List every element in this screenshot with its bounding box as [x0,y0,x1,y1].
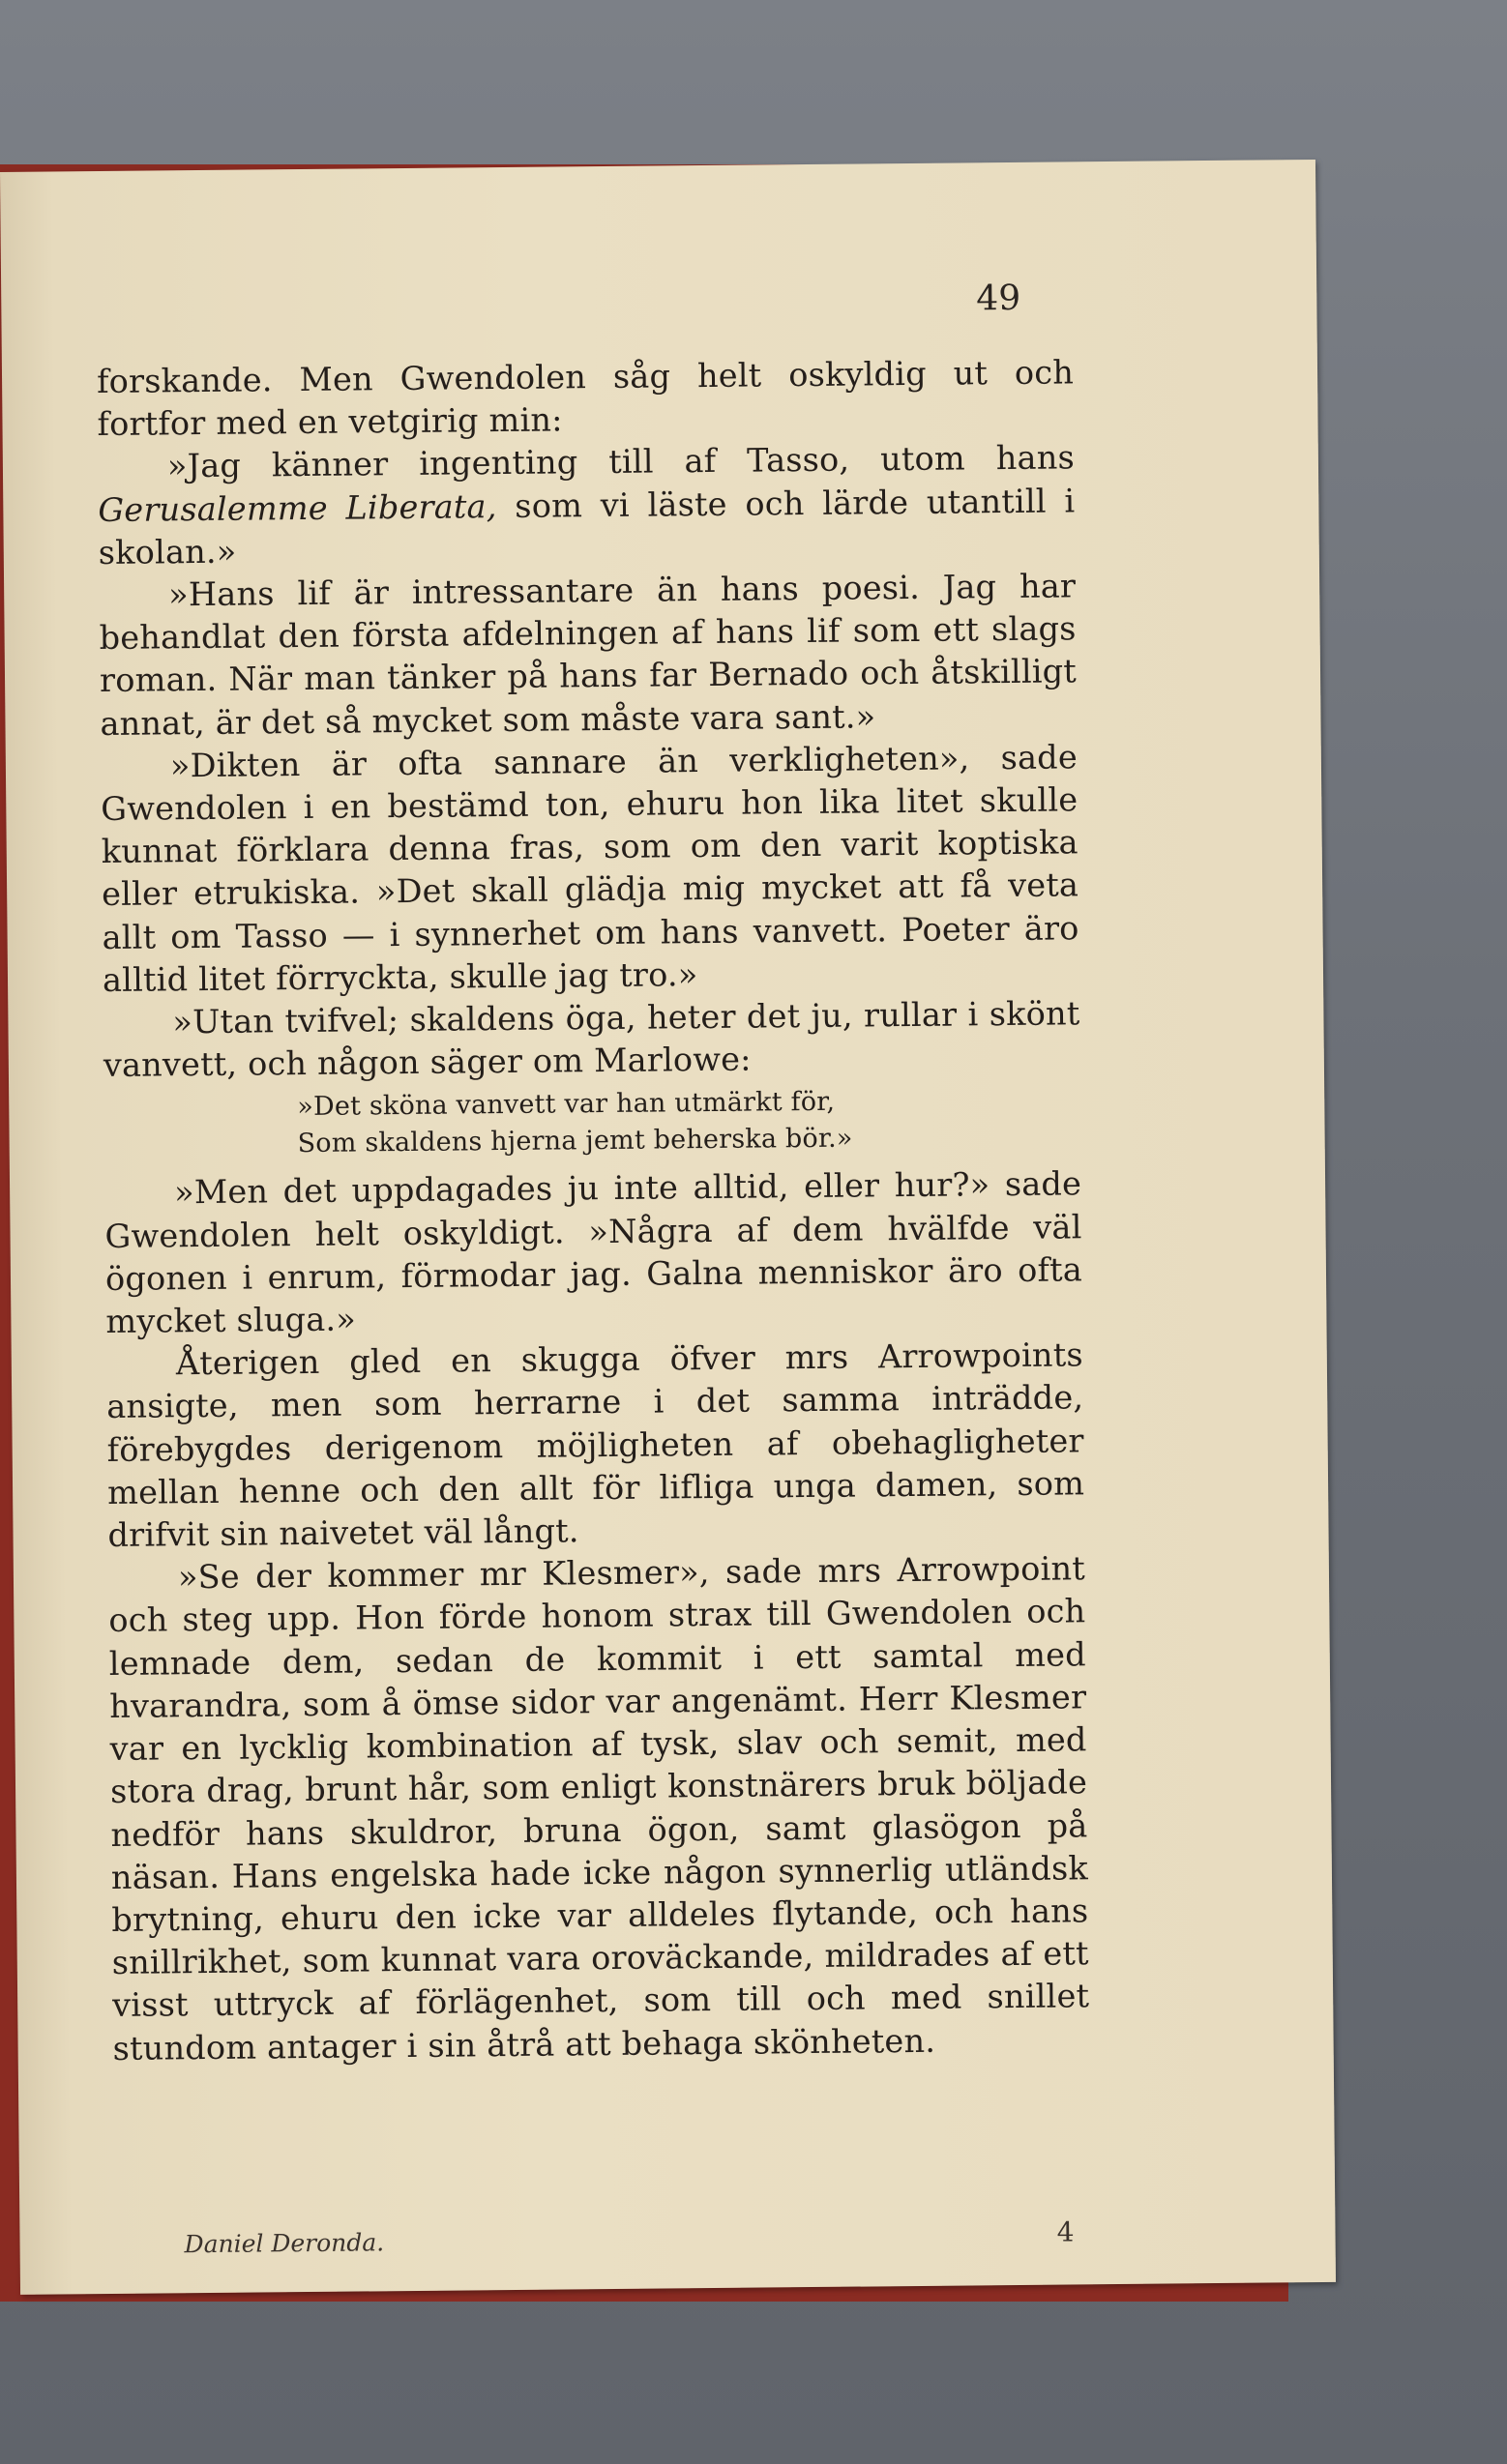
paragraph [101,736,1079,1002]
paragraph [108,1548,1090,2070]
page-number: 49 [976,278,1021,319]
paragraph-text: forskande. Men Gwendolen såg helt oskyldig ut och fortfor med en vetgirig min: [96,353,1075,444]
paragraph-text: »Men det uppdagades ju inte alltid, eller hur?» sade Gwendolen helt oskyldigt. »Några af dem hvälfde väl ögonen i enrum, förmodar jag. Galna menniskor äro ofta mycket sluga.» [104,1164,1083,1341]
paragraph [98,437,1076,574]
paragraph [97,351,1075,446]
paragraph [104,1163,1083,1343]
body-text [97,351,1090,2069]
paragraphs-before-poem [97,351,1080,1087]
book-page [0,160,1336,2295]
verse-line: »Det sköna vanvett var han utmärkt för, [297,1087,836,1123]
verse-quote [297,1082,1081,1163]
footer-book-title: Daniel Deronda. [184,2228,385,2259]
paragraph-text: »Utan tvifvel; skaldens öga, heter det ju, rullar i skönt vanvett, och någon säger om Marlowe: [103,994,1080,1085]
paragraph-text: Återigen gled en skugga öfver mrs Arrowpoints ansigte, men som herrarne i det samma inträdde, förebygdes derigenom möjligheten af obehagligheter mellan henne och den allt för lifliga unga damen, som drifvit sin naivetet väl långt. [106,1335,1085,1555]
paragraphs-after-poem [104,1163,1090,2070]
paragraph [106,1335,1085,1558]
paragraph-text: »Se der kommer mr Klesmer», sade mrs Arrowpoint och steg upp. Hon förde honom strax till Gwendolen och lemnade dem, sedan de kommit i ett samtal med hvarandra, som å ömse sidor var angenämt. Herr Klesmer var en lycklig kombination af tysk, slav och semit, med stora drag, brunt hår, som enligt konstnärers bruk böljade nedför hans skuldror, bruna ögon, samt glasögon på näsan. Hans engelska hade icke någon synnerlig utländsk brytning, ehuru den icke var alldeles flytande, och hans snillrikhet, som kunnat vara oroväckande, mildrades af ett visst uttryck af förlägenhet, som till och med snillet stundom antager i sin åtrå att behaga skönheten. [108,1549,1090,2068]
page-footer [184,2215,1075,2259]
paragraph [103,992,1080,1087]
verse-line: Som skaldens hjerna jemt beherska bör.» [297,1124,853,1159]
paragraph-text: som vi läste och lärde utantill i skolan.» [98,481,1076,572]
paragraph [99,565,1078,745]
signature-mark: 4 [1056,2215,1075,2248]
paragraph-text: »Hans lif är intressantare än hans poesi. Jag har behandlat den första afdelningen af hans lif som ett slags roman. När man tänker på hans far Bernado och åtskilligt annat, är det så mycket som måste vara sant.» [99,567,1078,743]
italic-title-text: Gerusalemme Liberata, [98,486,497,529]
paragraph-text: »Dikten är ofta sannare än verkligheten», sade Gwendolen i en bestämd ton, ehuru hon lika litet skulle kunnat förklara denna fras, som om den varit koptiska eller etrukiska. »Det skall glädja mig mycket att få veta allt om Tasso — i synnerhet om hans vanvett. Poeter äro alltid litet förryckta, skulle jag tro.» [101,738,1079,999]
paragraph-text: »Jag känner ingenting till af Tasso, utom hans [166,438,1076,485]
